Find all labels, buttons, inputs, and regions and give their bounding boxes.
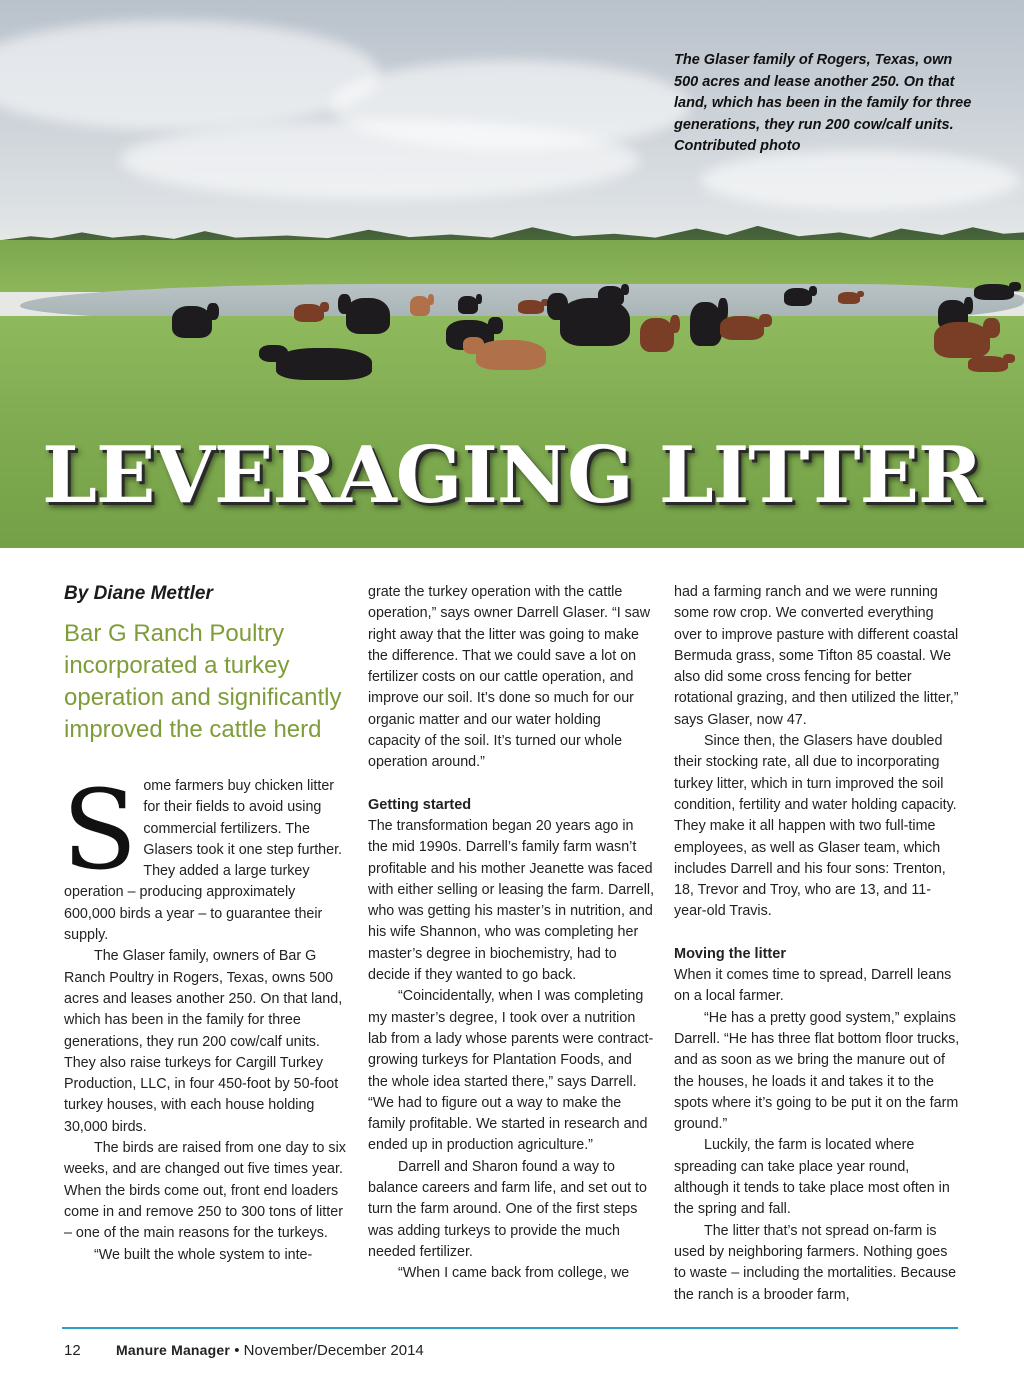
photo-cow [346, 298, 390, 334]
page-number: 12 [64, 1342, 81, 1359]
paragraph-text: ome farmers buy chicken litter for their fields to avoid using commercial fertilizers. The Glasers took it one step further. They added a large turkey operation – producing approximately 600,000 birds a year – to guarantee their supply. [64, 778, 343, 944]
photo-cloud [120, 120, 640, 200]
subhead-getting-started: Getting started [368, 796, 472, 813]
paragraph: The transformation began 20 years ago in the mid 1990s. Darrell’s family farm wasn’t profitable and his mother Jeanette was faced with either selling or leasing the farm. Darrell, who was getting his master’s in nutrition, and his wife Shannon, who was completing her master’s degree in biochemistry, had to decide if they wanted to go back. [368, 817, 655, 984]
photo-cow [838, 292, 860, 304]
byline: By Diane Mettler [64, 583, 213, 604]
paragraph: Luckily, the farm is located where spreading can take place year round, although it tends to take place most often in the spring and fall. [674, 1137, 950, 1218]
paragraph: Darrell and Sharon found a way to balance careers and farm life, and set out to turn the farm around. One of the first steps was adding turkeys to provide the much needed fertilizer. [368, 1158, 647, 1260]
photo-cow [294, 304, 324, 322]
paragraph: The birds are raised from one day to six weeks, and are changed out five times year. When the birds come out, front end loaders come in and remove 250 to 300 tons of litter – one of the main reasons for the turkeys. [64, 1140, 346, 1242]
photo-cow [458, 296, 478, 314]
hero-photo [0, 0, 1024, 548]
paragraph: grate the turkey operation with the cattle operation,” says owner Darrell Glaser. “I saw right away that the litter was going to make the difference. That we could save a lot on fertilizer costs on our cattle operation, and improve our soil. It’s done so much for our organic matter and our water holding capacity of the soil. It’s turned our whole operation around.” [368, 584, 651, 771]
issue-date: November/December 2014 [243, 1342, 424, 1359]
photo-caption: The Glaser family of Rogers, Texas, own 500 acres and lease another 250. On that land, which has been in the family for three generations, they run 200 cow/calf units. Contributed photo [674, 52, 972, 154]
photo-cow [974, 284, 1014, 300]
photo-cow [276, 348, 372, 380]
photo-cow [518, 300, 544, 314]
photo-cow [410, 296, 430, 316]
footer-rule [62, 1327, 958, 1329]
lead-paragraph [62, 766, 348, 946]
paragraph: The Glaser family, owners of Bar G Ranch Poultry in Rogers, Texas, owns 500 acres and leases another 250. On that land, which has been in the family for three generations, they run 200 cow/calf units. They also raise turkeys for Cargill Turkey Production, LLC, in four 450-foot by 50-foot turkey houses, with each house holding 30,000 birds. [64, 948, 343, 1135]
paragraph: “When I came back from college, we [398, 1265, 630, 1282]
photo-cloud [700, 150, 1020, 210]
paragraph: When it comes time to spread, Darrell leans on a local farmer. [674, 967, 952, 1005]
photo-cow [172, 306, 212, 338]
article-deck: Bar G Ranch Poultry incorporated a turkey operation and significantly improved the cattle herd [64, 620, 342, 743]
paragraph: “He has a pretty good system,” explains Darrell. “He has three flat bottom floor trucks, and as soon as we bring the manure out of the houses, he loads it and takes it to the spots where it’s going to be put it on the farm ground.” [674, 1009, 960, 1133]
paragraph: The litter that’s not spread on-farm is used by neighboring farmers. Nothing goes to waste – including the mortalities. Because the ranch is a brooder farm, [674, 1222, 957, 1303]
article-headline: LEVERAGING LITTER [42, 430, 982, 521]
photo-cow [720, 316, 764, 340]
paragraph: Since then, the Glasers have doubled their stocking rate, all due to incorporating turkey litter, which in turn improved the soil condition, fertility and water holding capacity. They make it all happen with two full-time employees, as well as Glaser team, which includes Darrell and his four sons: Trenton, 18, Trevor and Troy, who are 13, and 11-year-old Travis. [674, 733, 957, 920]
photo-cow [934, 322, 990, 358]
article-column-1 [64, 582, 348, 1266]
subhead-moving-the-litter: Moving the litter [674, 945, 786, 962]
article-column-2 [368, 582, 655, 1285]
magazine-name: Manure Manager [116, 1342, 231, 1358]
footer-separator: • [234, 1342, 240, 1359]
photo-cow [784, 288, 812, 306]
photo-cow [968, 356, 1008, 372]
paragraph: had a farming ranch and we were running some row crop. We converted everything over to improve pasture with different coastal Bermuda grass, some Tifton 85 coastal. We also did some cross fencing for better rotational grazing, and then utilized the litter,” says Glaser, now 47. [674, 584, 959, 728]
drop-cap: S [62, 766, 138, 894]
photo-cow [598, 286, 624, 306]
photo-cow [690, 302, 722, 346]
photo-cloud [0, 20, 380, 130]
page-footer [64, 1342, 424, 1359]
photo-cow [640, 318, 674, 352]
paragraph: “We built the whole system to inte- [94, 1246, 313, 1263]
article-column-3 [674, 582, 961, 1306]
photo-cow [476, 340, 546, 370]
paragraph: “Coincidentally, when I was completing my master’s degree, I took over a nutrition lab from a lady whose parents were contract-growing turkeys for Plantation Foods, and the whole idea started there,” says Darrell. “We had to figure out a way to make the family profitable. We started in research and ended up in production agriculture.” [368, 988, 654, 1154]
